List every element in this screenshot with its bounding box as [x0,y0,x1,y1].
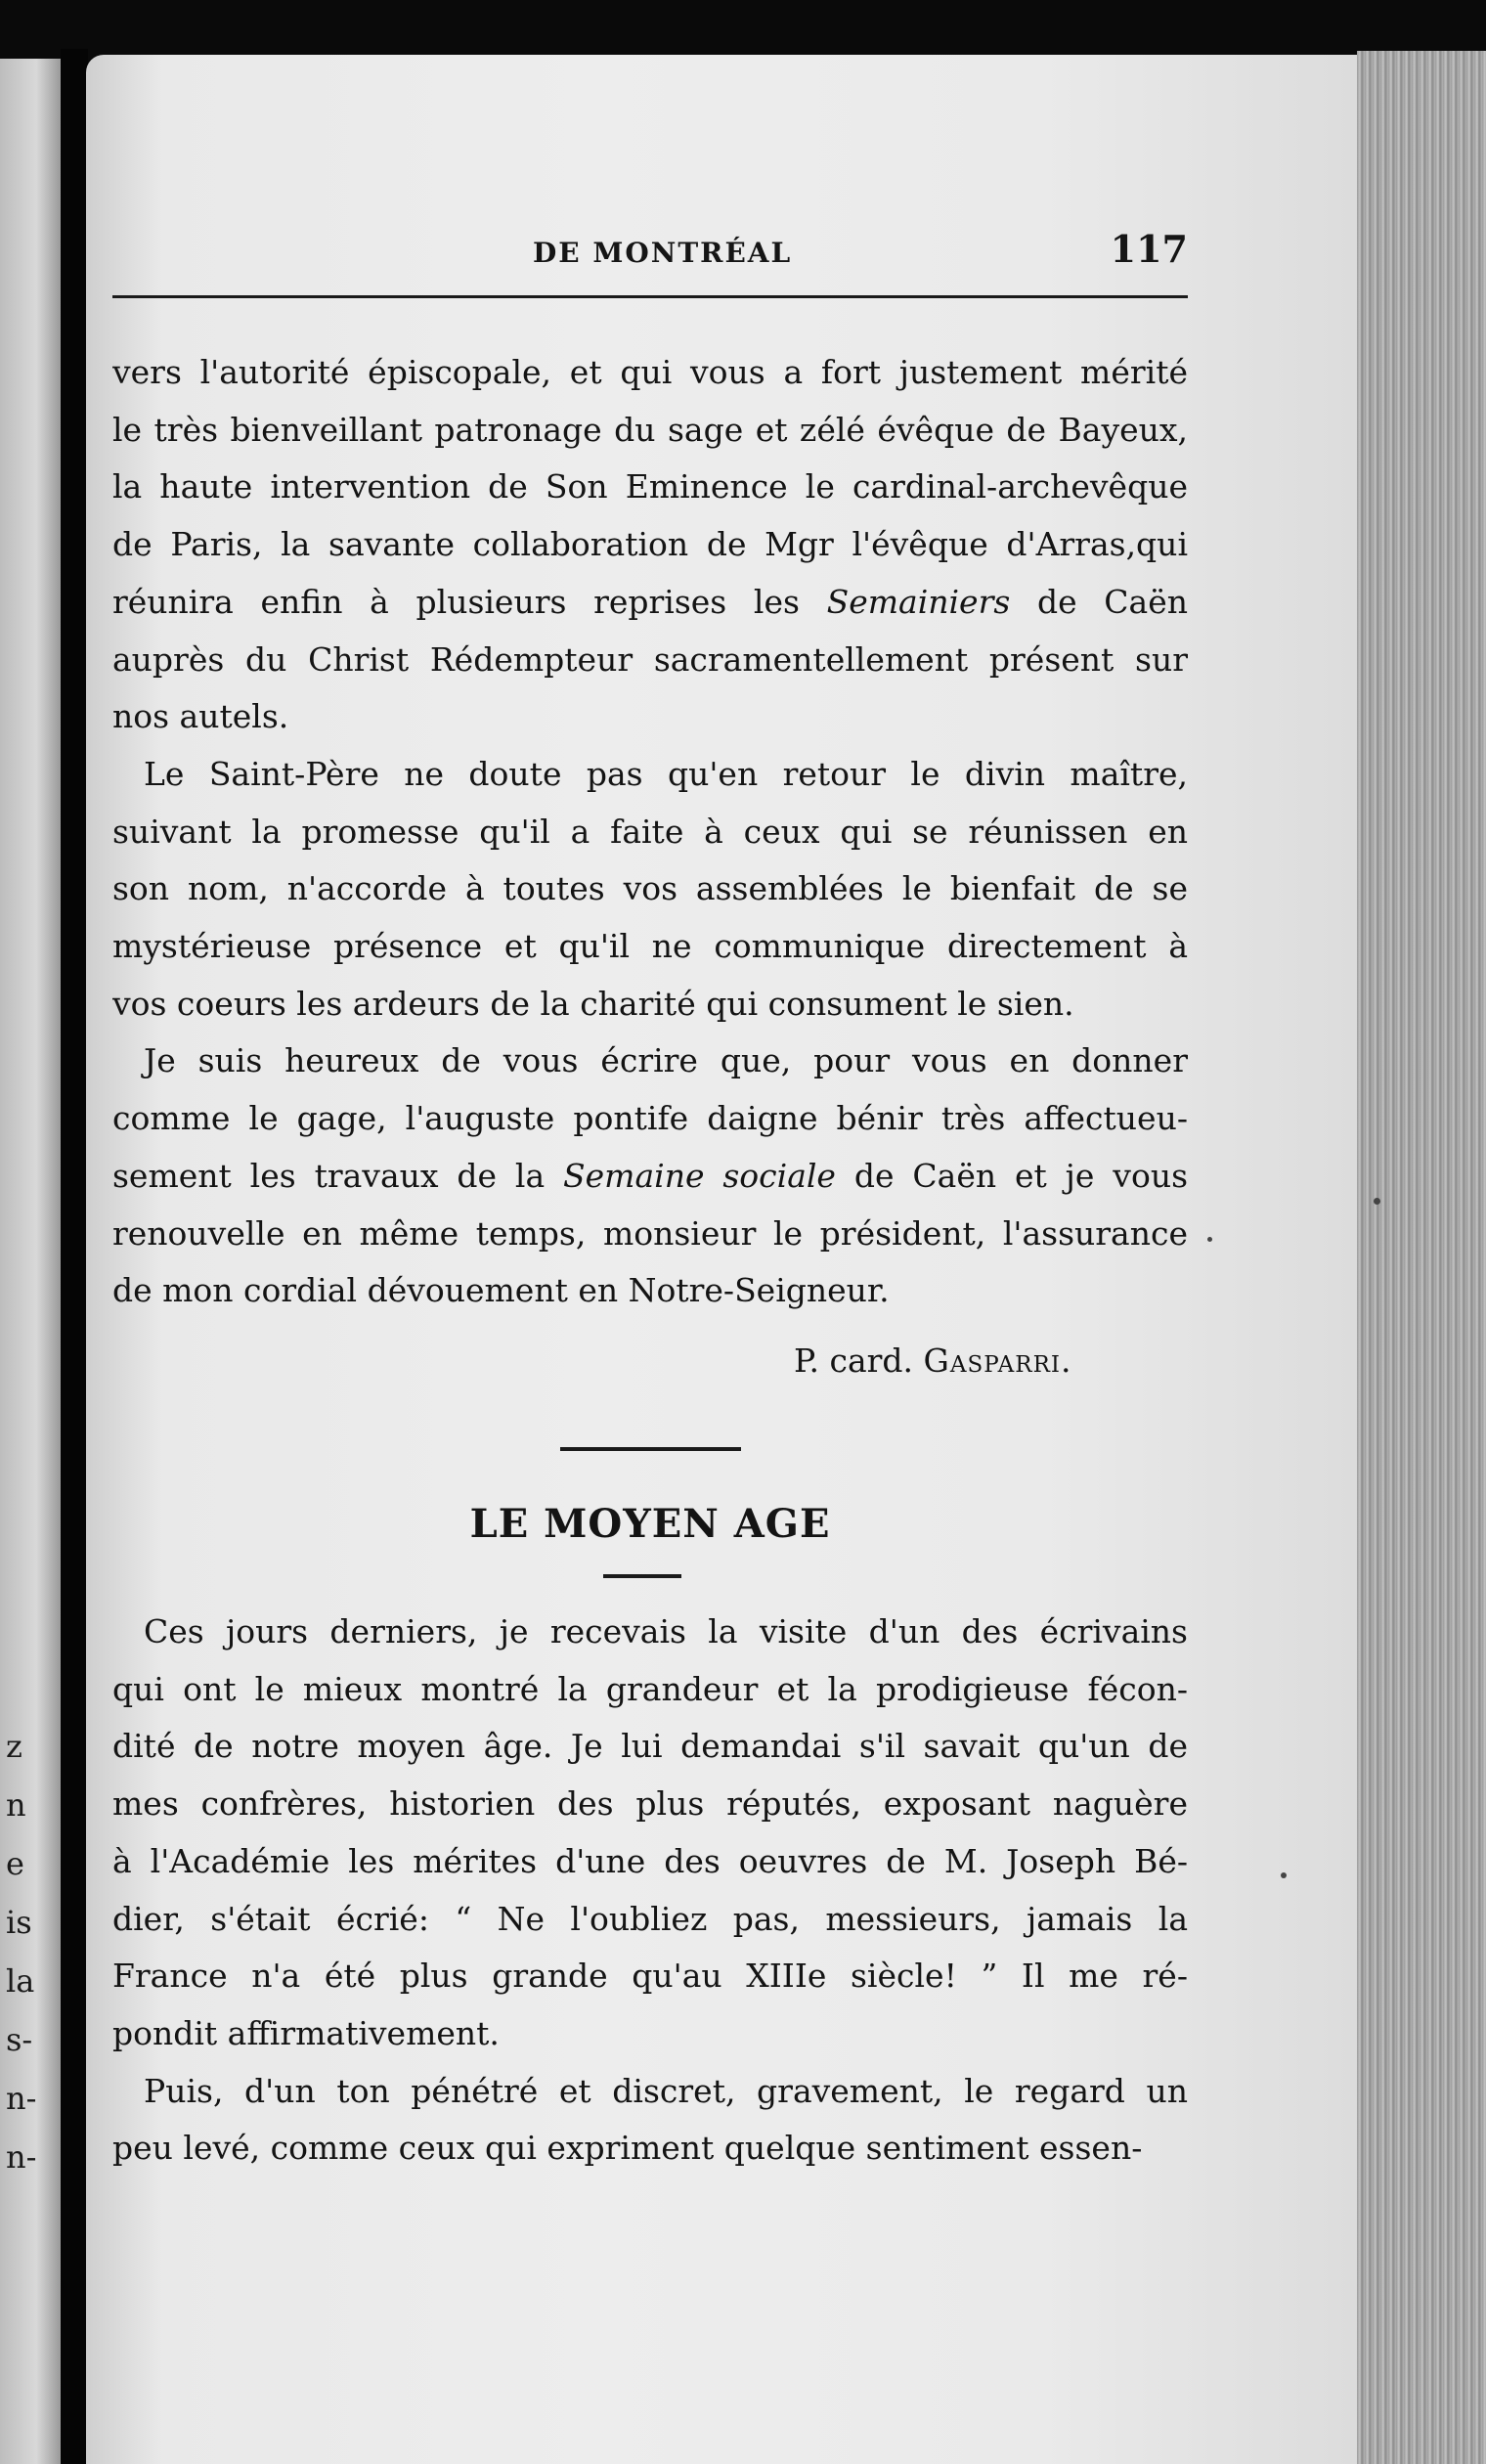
text-line: son nom, n'accorde à toutes vos assemblées le bienfait de se [112,869,1188,908]
signature-prefix: P. card. [794,1342,914,1380]
text-line: vers l'autorité épiscopale, et qui vous a fort justement mérité [112,353,1188,391]
text-line: peu levé, comme ceux qui expriment quelque sentiment essen- [112,2129,1143,2168]
text-line: suivant la promesse qu'il a faite à ceux qui se réunissen en [112,812,1188,851]
scan-speck [1281,1872,1287,1878]
text-line: Puis, d'un ton pénétré et discret, gravement, le regard un [144,2071,1188,2110]
signature-name: Gasparri. [923,1342,1072,1380]
facing-page-fragment: n- [6,2138,37,2176]
text-line: vos coeurs les ardeurs de la charité qui consument le sien. [112,984,1074,1023]
title-underline-rule [603,1574,681,1578]
text-line: France n'a été plus grande qu'au XIIIe siècle! ” Il me ré- [112,1957,1188,1996]
text-line: qui ont le mieux montré la grandeur et la prodigieuse fécon- [112,1669,1188,1708]
facing-page-fragment: n [6,1786,26,1824]
section-title: LE MOYEN AGE [469,1501,831,1547]
running-head: DE MONTRÉAL [533,237,793,269]
text-line: de mon cordial dévouement en Notre-Seigneur. [112,1271,890,1310]
facing-page-edge [0,59,61,2464]
header-rule [112,295,1188,298]
text-line: dité de notre moyen âge. Je lui demandai s'il savait qu'un de [112,1727,1188,1766]
text-line: à l'Académie les mérites d'une des oeuvres de M. Joseph Bé- [112,1841,1188,1880]
text-line: dier, s'était écrié: “ Ne l'oubliez pas, messieurs, jamais la [112,1899,1188,1938]
facing-page-fragment: z [6,1728,22,1765]
text-line: nos autels. [112,697,289,736]
scan-speck [1374,1198,1380,1205]
facing-page-fragment: s- [6,2021,33,2058]
facing-page-fragment: is [6,1904,32,1941]
facing-page-fragment: la [6,1962,35,2000]
page-block-edge [1357,51,1486,2464]
letter-body [112,344,1188,1320]
text-line: de Paris, la savante collaboration de Mgr l'évêque d'Arras,qui [112,525,1188,564]
text-line: réunira enfin à plusieurs reprises les Semainiers de Caën [112,582,1188,621]
page-header [112,227,1188,276]
text-line: renouvelle en même temps, monsieur le président, l'assurance [112,1213,1188,1253]
signature [794,1342,1071,1380]
text-line: auprès du Christ Rédempteur sacramentellement présent sur [112,639,1188,679]
text-line: le très bienveillant patronage du sage et zélé évêque de Bayeux, [112,410,1188,449]
text-line: pondit affirmativement. [112,2013,500,2052]
section-divider-rule [560,1447,741,1451]
book-gutter [61,49,88,2464]
text-line: Je suis heureux de vous écrire que, pour vous en donner [144,1041,1188,1080]
text-line: sement les travaux de la Semaine sociale de Caën et je vous [112,1156,1188,1195]
text-line: Le Saint-Père ne doute pas qu'en retour le divin maître, [144,754,1188,793]
facing-page-fragment: e [6,1845,24,1882]
page-number: 117 [1110,227,1188,271]
text-line: mes confrères, historien des plus réputés, exposant naguère [112,1784,1188,1824]
text-line: comme le gage, l'auguste pontife daigne bénir très affectueu- [112,1099,1188,1138]
text-line: mystérieuse présence et qu'il ne communique directement à [112,927,1188,966]
section-body [112,1604,1188,2178]
text-line: la haute intervention de Son Eminence le cardinal-archevêque [112,467,1188,506]
text-line: Ces jours derniers, je recevais la visite d'un des écrivains [144,1612,1188,1650]
scan-speck [1207,1237,1212,1242]
facing-page-fragment: n- [6,2080,37,2117]
